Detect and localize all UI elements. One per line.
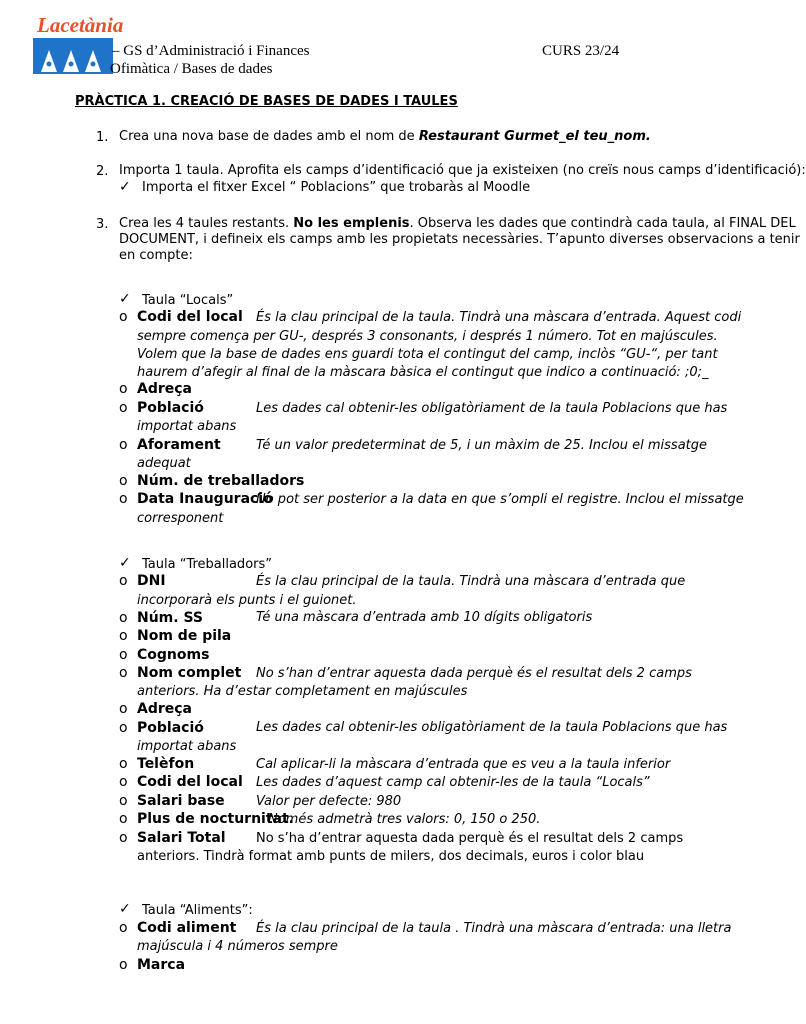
step-3-text-line3: en compte: <box>119 248 193 263</box>
step-2-subitem: Importa el fitxer Excel “ Poblacions” que trobaràs al Moodle <box>142 180 531 195</box>
field-name: Adreça <box>137 381 193 397</box>
field-name: DNI <box>137 573 166 589</box>
field-description: Les dades cal obtenir-les obligatòriament de la taula Poblacions que has <box>256 720 728 735</box>
field-description: Té una màscara d’entrada amb 10 dígits obligatoris <box>256 610 593 625</box>
field-description: No pot ser posterior a la data en que s’ompli el registre. Inclou el missatge <box>256 492 744 507</box>
field-name: Nom complet <box>137 665 242 681</box>
step-1-text-pre: Crea una nova base de dades amb el nom de <box>119 129 419 144</box>
table-treballadors-title: Taula “Treballadors” <box>142 557 272 572</box>
field-name: Població <box>137 720 204 736</box>
bullet-icon: o <box>119 720 128 736</box>
step-1-db-name: Restaurant Gurmet_el teu_nom. <box>418 129 651 144</box>
field-description-cont: majúscula i 4 números sempre <box>137 939 338 954</box>
field-name: Telèfon <box>137 756 195 772</box>
field-description-cont: adequat <box>137 456 191 471</box>
bullet-icon: o <box>119 830 128 846</box>
step-3-text-post: . Observa les dades que contindrà cada taula, al FINAL DEL <box>409 216 796 231</box>
logo-lettering: Lacetània <box>37 13 124 37</box>
header-line-2: Ofimàtica / Bases de dades <box>110 61 273 77</box>
field-name: Data Inauguració <box>137 491 273 507</box>
page-title: PRÀCTICA 1. CREACIÓ DE BASES DE DADES I TAULES <box>75 94 458 109</box>
field-name: Codi del local <box>137 309 243 325</box>
step-3-text-line2: DOCUMENT, i defineix els camps amb les propietats necessàries. T’apunto diverses observacions a tenir <box>119 232 800 247</box>
field-description-cont: corresponent <box>137 511 224 526</box>
step-3-text-pre: Crea les 4 taules restants. <box>119 216 294 231</box>
check-icon: ✓ <box>119 901 131 917</box>
field-description: Té un valor predeterminat de 5, i un màxim de 25. Inclou el missatge <box>256 438 708 453</box>
field-name: Codi del local <box>137 774 243 790</box>
field-name: Població <box>137 400 204 416</box>
step-1-number: 1. <box>96 130 109 145</box>
header-line-1: – GS d’Administració i Finances <box>112 43 310 59</box>
field-description: No s’ha d’entrar aquesta dada perquè és el resultat dels 2 camps <box>256 831 684 846</box>
field-name: Cognoms <box>137 647 210 663</box>
bullet-icon: o <box>119 573 128 589</box>
field-name: Codi aliment <box>137 920 237 936</box>
bullet-icon: o <box>119 774 128 790</box>
bullet-icon: o <box>119 920 128 936</box>
field-name: Plus de nocturnitat. <box>137 811 294 827</box>
lacetania-logo <box>33 12 124 74</box>
field-name: Núm. de treballadors <box>137 473 305 489</box>
bullet-icon: o <box>119 400 128 416</box>
field-name: Salari base <box>137 793 225 809</box>
field-description-cont: importat abans <box>137 739 237 754</box>
bullet-icon: o <box>119 647 128 663</box>
field-description: És la clau principal de la taula. Tindrà una màscara d’entrada que <box>256 574 686 589</box>
field-description: Les dades cal obtenir-les obligatòriament de la taula Poblacions que has <box>256 401 728 416</box>
step-3-text-bold: No les emplenis <box>293 216 410 231</box>
bullet-icon: o <box>119 811 128 827</box>
step-3-number: 3. <box>96 217 109 232</box>
bullet-icon: o <box>119 628 128 644</box>
bullet-icon: o <box>119 491 128 507</box>
field-description: És la clau principal de la taula. Tindrà una màscara d’entrada. Aquest codi <box>256 310 742 325</box>
check-icon: ✓ <box>119 555 131 571</box>
bullet-icon: o <box>119 957 128 973</box>
bullet-icon: o <box>119 756 128 772</box>
table-locals-title: Taula “Locals” <box>142 293 234 308</box>
bullet-icon: o <box>119 793 128 809</box>
table-aliments-title: Taula “Aliments”: <box>142 903 253 918</box>
field-description-cont: importat abans <box>137 419 237 434</box>
bullet-icon: o <box>119 473 128 489</box>
field-description-cont: anteriors. Ha d’estar completament en majúscules <box>137 684 468 699</box>
field-description-cont: incorporarà els punts i el guionet. <box>137 593 357 608</box>
step-2-text: Importa 1 taula. Aprofita els camps d’identificació que ja existeixen (no creïs nous camps d’identificació): <box>119 163 806 178</box>
field-description-cont: anteriors. Tindrà format amb punts de milers, dos decimals, euros i color blau <box>137 849 645 864</box>
check-icon: ✓ <box>119 291 131 307</box>
bullet-icon: o <box>119 701 128 717</box>
field-name: Nom de pila <box>137 628 232 644</box>
bullet-icon: o <box>119 610 128 626</box>
bullet-icon: o <box>119 437 128 453</box>
field-description: Cal aplicar-li la màscara d’entrada que es veu a la taula inferior <box>256 757 671 772</box>
field-description-cont: sempre comença per GU-, després 3 consonants, i després 1 número. Tot en majúscules. <box>137 329 718 344</box>
field-description: Només admetrà tres valors: 0, 150 o 250. <box>268 812 541 827</box>
step-2-number: 2. <box>96 164 109 179</box>
field-name: Marca <box>137 957 186 973</box>
field-name: Aforament <box>137 437 221 453</box>
step-1-text <box>119 128 651 146</box>
field-description: És la clau principal de la taula . Tindrà una màscara d’entrada: una lletra <box>256 921 732 936</box>
lacetania-logo-graphic <box>33 12 124 74</box>
field-name: Adreça <box>137 701 193 717</box>
check-icon: ✓ <box>119 179 131 195</box>
field-description-cont: Volem que la base de dades ens guardi tota el contingut del camp, inclòs “GU-“, per tant <box>137 347 718 362</box>
field-description: Les dades d’aquest camp cal obtenir-les de la taula “Locals” <box>256 775 650 790</box>
field-name: Núm. SS <box>137 610 204 626</box>
bullet-icon: o <box>119 665 128 681</box>
header-course: CURS 23/24 <box>542 43 620 59</box>
field-description: No s’han d’entrar aquesta dada perquè és el resultat dels 2 camps <box>256 666 692 681</box>
field-name: Salari Total <box>137 830 226 846</box>
field-description-cont: haurem d’afegir al final de la màscara bàsica el contingut que indico a continuació: ;0;_ <box>137 365 709 380</box>
bullet-icon: o <box>119 381 128 397</box>
field-description: Valor per defecte: 980 <box>256 794 402 809</box>
bullet-icon: o <box>119 309 128 325</box>
